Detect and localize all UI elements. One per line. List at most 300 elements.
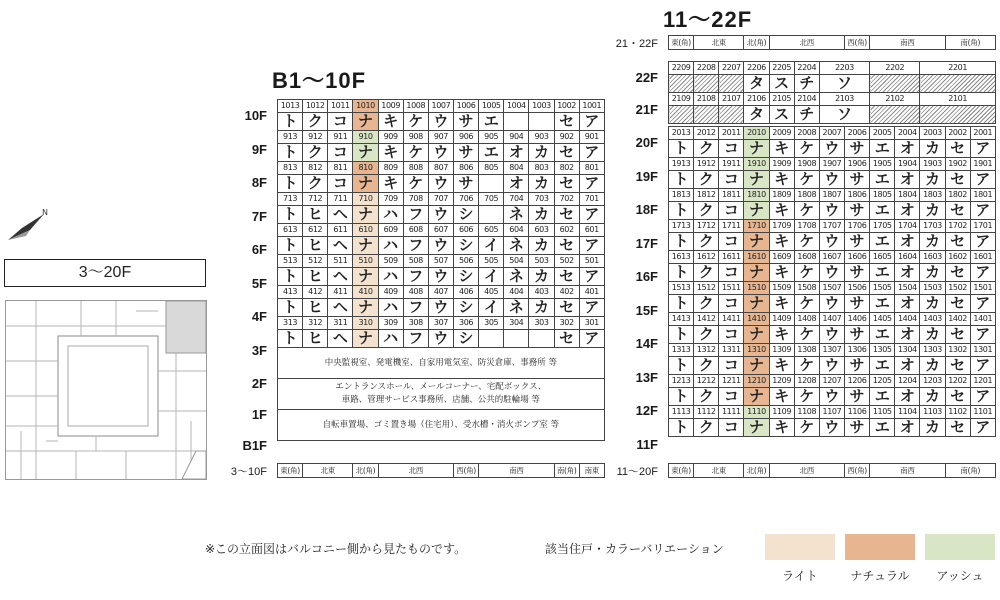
floor-usage-note: 自転車置場、ゴミ置き場（住宅用）、受水槽・消火ポンプ室 等: [278, 410, 605, 441]
unit-type: ア: [579, 237, 604, 255]
unit-type: オ: [895, 357, 920, 375]
unit-number: 1802: [945, 189, 970, 202]
unit-type: カ: [920, 264, 945, 282]
unit-number: 1813: [669, 189, 694, 202]
direction-cell: 北(角): [353, 464, 378, 478]
unit-type: ア: [970, 388, 995, 406]
unit-number: 2001: [970, 127, 995, 140]
unit-number: 2206: [744, 62, 769, 75]
unit-number: 2207: [719, 62, 744, 75]
unit-type: ウ: [819, 140, 844, 158]
unit-type: カ: [529, 268, 554, 286]
unit-number: 1502: [945, 282, 970, 295]
unit-number: 1005: [479, 100, 504, 113]
floor-label: 3F: [251, 342, 267, 358]
unit-number: 610: [353, 224, 378, 237]
unit-number: 1501: [970, 282, 995, 295]
unit-number: 1608: [794, 251, 819, 264]
unit-type: ケ: [403, 144, 428, 162]
unit-number: 1307: [819, 344, 844, 357]
unit-number: 1701: [970, 220, 995, 233]
unit-number: 2003: [920, 127, 945, 140]
unit-number: 1408: [794, 313, 819, 326]
unit-number: 1806: [844, 189, 869, 202]
unit-number: 1510: [744, 282, 769, 295]
right-upper-elevation: [668, 61, 996, 124]
unit-number: 1205: [870, 375, 895, 388]
unit-number: 406: [453, 286, 478, 299]
unit-type: ク: [694, 264, 719, 282]
unit-number: 1711: [719, 220, 744, 233]
unit-number: 602: [554, 224, 579, 237]
unit-type: セ: [554, 113, 579, 131]
unit-number: 706: [453, 193, 478, 206]
unit-number: 2105: [769, 93, 794, 106]
unit-type: ト: [669, 388, 694, 406]
unit-number: 1405: [870, 313, 895, 326]
unit-number: 1609: [769, 251, 794, 264]
unit-type: ケ: [794, 326, 819, 344]
unit-type: コ: [719, 140, 744, 158]
unit-type: タ: [744, 75, 769, 93]
unit-type: ト: [278, 268, 303, 286]
unit-type: カ: [529, 175, 554, 193]
unit-number: 2002: [945, 127, 970, 140]
unit-type: [504, 113, 529, 131]
unit-number: 1913: [669, 158, 694, 171]
unit-number: 808: [403, 162, 428, 175]
unit-number: 1303: [920, 344, 945, 357]
unit-type: エ: [870, 357, 895, 375]
unit-type: エ: [870, 326, 895, 344]
unit-number: 1004: [504, 100, 529, 113]
unit-type: ハ: [378, 299, 403, 317]
unit-type: ア: [970, 326, 995, 344]
unit-number: 812: [303, 162, 328, 175]
unit-number: 1807: [819, 189, 844, 202]
compass-letter: N: [42, 208, 48, 217]
unit-type: [694, 106, 719, 124]
unit-type: [479, 175, 504, 193]
unit-type: コ: [328, 144, 353, 162]
unit-number: 1102: [945, 406, 970, 419]
unit-type: コ: [719, 326, 744, 344]
unit-type: ネ: [504, 299, 529, 317]
direction-cell: 北東: [694, 36, 744, 50]
floor-label: 12F: [635, 403, 658, 418]
unit-type: シ: [453, 330, 478, 348]
unit-number: 811: [328, 162, 353, 175]
legend-label-light: ライト: [782, 569, 818, 583]
unit-type: ヘ: [328, 206, 353, 224]
unit-number: 1406: [844, 313, 869, 326]
unit-type: キ: [378, 113, 403, 131]
unit-type: サ: [844, 233, 869, 251]
unit-type: オ: [895, 202, 920, 220]
unit-number: 1706: [844, 220, 869, 233]
unit-type: エ: [870, 419, 895, 437]
direction-cell: 北東: [303, 464, 353, 478]
unit-number: 1713: [669, 220, 694, 233]
unit-type: セ: [554, 299, 579, 317]
unit-number: 910: [353, 131, 378, 144]
unit-type: ア: [970, 264, 995, 282]
unit-number: 1001: [579, 100, 604, 113]
unit-number: 1203: [920, 375, 945, 388]
legend-label-ash: アッシュ: [936, 569, 984, 583]
unit-type: カ: [529, 299, 554, 317]
unit-number: 1803: [920, 189, 945, 202]
unit-number: 607: [428, 224, 453, 237]
unit-number: 1110: [744, 406, 769, 419]
unit-number: 1611: [719, 251, 744, 264]
unit-type: カ: [920, 202, 945, 220]
unit-type: ハ: [378, 330, 403, 348]
unit-type: サ: [844, 419, 869, 437]
unit-number: 1213: [669, 375, 694, 388]
unit-number: 409: [378, 286, 403, 299]
unit-number: 1604: [895, 251, 920, 264]
unit-number: 601: [579, 224, 604, 237]
unit-number: 502: [554, 255, 579, 268]
unit-type: チ: [794, 75, 819, 93]
unit-number: 1906: [844, 158, 869, 171]
unit-type: オ: [895, 171, 920, 189]
unit-type: ケ: [794, 233, 819, 251]
unit-type: ト: [278, 175, 303, 193]
unit-type: [529, 113, 554, 131]
unit-number: 1902: [945, 158, 970, 171]
right-top-direction-row: [668, 35, 996, 50]
direction-cell: 南(角): [554, 464, 579, 478]
unit-number: 309: [378, 317, 403, 330]
unit-number: 2108: [694, 93, 719, 106]
unit-number: 1710: [744, 220, 769, 233]
unit-type: ナ: [353, 113, 378, 131]
unit-type: セ: [945, 202, 970, 220]
unit-number: 1006: [453, 100, 478, 113]
unit-number: 1111: [719, 406, 744, 419]
unit-type: セ: [945, 295, 970, 313]
unit-type: セ: [945, 388, 970, 406]
unit-type: [870, 106, 920, 124]
unit-type: ウ: [428, 237, 453, 255]
unit-type: ト: [278, 113, 303, 131]
unit-number: 1008: [403, 100, 428, 113]
unit-type: ク: [694, 357, 719, 375]
unit-type: ア: [579, 113, 604, 131]
direction-cell: 北西: [769, 464, 844, 478]
unit-number: 703: [529, 193, 554, 206]
unit-type: エ: [870, 388, 895, 406]
unit-type: サ: [844, 171, 869, 189]
unit-type: コ: [719, 171, 744, 189]
unit-type: ア: [970, 202, 995, 220]
unit-type: ア: [579, 175, 604, 193]
unit-type: セ: [945, 140, 970, 158]
unit-number: 509: [378, 255, 403, 268]
unit-number: 911: [328, 131, 353, 144]
unit-number: 1903: [920, 158, 945, 171]
unit-number: 1811: [719, 189, 744, 202]
unit-number: 807: [428, 162, 453, 175]
unit-type: ト: [278, 237, 303, 255]
unit-number: 311: [328, 317, 353, 330]
unit-type: カ: [529, 206, 554, 224]
floor-label: 17F: [635, 235, 658, 251]
floor-label: 6F: [251, 242, 267, 257]
floor-label: 21F: [635, 102, 658, 117]
unit-type: ヘ: [328, 330, 353, 348]
direction-cell: 東(角): [669, 464, 694, 478]
unit-number: 313: [278, 317, 303, 330]
unit-type: ナ: [353, 144, 378, 162]
unit-number: 1301: [970, 344, 995, 357]
unit-type: カ: [920, 171, 945, 189]
unit-number: 1905: [870, 158, 895, 171]
unit-number: 1505: [870, 282, 895, 295]
floor-label: 2F: [251, 376, 267, 391]
unit-type: ウ: [819, 357, 844, 375]
unit-type: ネ: [504, 237, 529, 255]
unit-number: 1305: [870, 344, 895, 357]
unit-type: ナ: [353, 268, 378, 286]
unit-type: ウ: [819, 295, 844, 313]
unit-type: キ: [769, 295, 794, 313]
floor-label: 20F: [635, 135, 658, 150]
unit-type: エ: [870, 202, 895, 220]
unit-number: 1401: [970, 313, 995, 326]
unit-type: ケ: [794, 264, 819, 282]
unit-type: サ: [844, 326, 869, 344]
unit-number: 802: [554, 162, 579, 175]
unit-number: 1106: [844, 406, 869, 419]
unit-type: ト: [669, 171, 694, 189]
key-plan: [5, 300, 207, 480]
unit-number: 609: [378, 224, 403, 237]
unit-number: 1712: [694, 220, 719, 233]
unit-type: コ: [719, 357, 744, 375]
unit-number: 1508: [794, 282, 819, 295]
unit-type: [479, 330, 504, 348]
unit-type: ア: [970, 140, 995, 158]
unit-number: 1212: [694, 375, 719, 388]
unit-number: 1606: [844, 251, 869, 264]
unit-type: ウ: [819, 388, 844, 406]
unit-number: 1411: [719, 313, 744, 326]
unit-type: ハ: [378, 206, 403, 224]
unit-type: ア: [970, 171, 995, 189]
unit-number: 605: [479, 224, 504, 237]
floor-label: 9F: [251, 141, 267, 157]
unit-number: 809: [378, 162, 403, 175]
unit-number: 1113: [669, 406, 694, 419]
unit-type: チ: [794, 106, 819, 124]
floor-usage-note: エントランスホール、メールコーナー、宅配ボックス、 車路、管理サービス事務所、店舗、公共的駐輪場 等: [278, 379, 605, 410]
unit-type: ウ: [428, 144, 453, 162]
unit-type: オ: [895, 326, 920, 344]
unit-number: 1007: [428, 100, 453, 113]
unit-type: ア: [970, 419, 995, 437]
unit-number: 1211: [719, 375, 744, 388]
unit-number: 503: [529, 255, 554, 268]
unit-type: イ: [479, 299, 504, 317]
unit-number: 604: [504, 224, 529, 237]
unit-number: 1412: [694, 313, 719, 326]
unit-number: 304: [504, 317, 529, 330]
unit-type: [504, 330, 529, 348]
unit-type: セ: [945, 326, 970, 344]
floor-label: 13F: [635, 369, 658, 385]
unit-number: 413: [278, 286, 303, 299]
unit-number: 1403: [920, 313, 945, 326]
unit-number: 1605: [870, 251, 895, 264]
right-bottom-direction-row: [668, 463, 996, 478]
unit-number: 2010: [744, 127, 769, 140]
unit-type: ケ: [403, 175, 428, 193]
unit-number: 1911: [719, 158, 744, 171]
direction-cell: 東(角): [669, 36, 694, 50]
unit-number: 407: [428, 286, 453, 299]
direction-cell: 南西: [870, 36, 945, 50]
unit-type: ク: [303, 113, 328, 131]
unit-type: ナ: [353, 175, 378, 193]
direction-cell: 北西: [769, 36, 844, 50]
unit-number: 501: [579, 255, 604, 268]
unit-type: イ: [479, 237, 504, 255]
unit-number: 1409: [769, 313, 794, 326]
unit-type: エ: [870, 264, 895, 282]
unit-type: エ: [479, 113, 504, 131]
unit-number: 1509: [769, 282, 794, 295]
unit-number: 1206: [844, 375, 869, 388]
unit-number: 1907: [819, 158, 844, 171]
unit-number: 1413: [669, 313, 694, 326]
unit-type: ア: [970, 295, 995, 313]
unit-type: ナ: [353, 206, 378, 224]
unit-type: ヒ: [303, 299, 328, 317]
unit-number: 1910: [744, 158, 769, 171]
unit-number: 712: [303, 193, 328, 206]
unit-number: 702: [554, 193, 579, 206]
unit-number: 1504: [895, 282, 920, 295]
unit-number: 1404: [895, 313, 920, 326]
compass-arrow-icon: [8, 214, 44, 240]
unit-type: コ: [719, 419, 744, 437]
unit-number: 904: [504, 131, 529, 144]
unit-number: 2107: [719, 93, 744, 106]
unit-number: 506: [453, 255, 478, 268]
unit-number: 1610: [744, 251, 769, 264]
unit-type: フ: [403, 268, 428, 286]
unit-type: [870, 75, 920, 93]
unit-type: サ: [844, 140, 869, 158]
legend-swatch-light: [765, 534, 835, 560]
unit-type: ア: [579, 144, 604, 162]
unit-type: ト: [278, 299, 303, 317]
unit-number: 912: [303, 131, 328, 144]
unit-number: 1511: [719, 282, 744, 295]
unit-number: 1602: [945, 251, 970, 264]
unit-type: キ: [769, 171, 794, 189]
unit-type: サ: [453, 144, 478, 162]
unit-number: 412: [303, 286, 328, 299]
unit-type: コ: [719, 233, 744, 251]
unit-type: ウ: [819, 202, 844, 220]
unit-number: 2102: [870, 93, 920, 106]
unit-number: 510: [353, 255, 378, 268]
unit-type: オ: [895, 140, 920, 158]
unit-number: 1107: [819, 406, 844, 419]
unit-type: ネ: [504, 206, 529, 224]
unit-type: ア: [579, 330, 604, 348]
unit-number: 1810: [744, 189, 769, 202]
unit-number: 305: [479, 317, 504, 330]
unit-number: 1804: [895, 189, 920, 202]
legend-label-natural: ナチュラル: [850, 569, 910, 583]
unit-type: ケ: [794, 171, 819, 189]
unit-type: サ: [844, 264, 869, 282]
unit-type: ア: [579, 268, 604, 286]
unit-type: ウ: [428, 268, 453, 286]
unit-type: オ: [895, 233, 920, 251]
unit-number: 1407: [819, 313, 844, 326]
direction-cell: 西(角): [845, 464, 870, 478]
unit-type: ク: [694, 419, 719, 437]
unit-type: セ: [554, 330, 579, 348]
unit-number: 813: [278, 162, 303, 175]
unit-type: ク: [694, 388, 719, 406]
unit-type: イ: [479, 268, 504, 286]
unit-number: 1304: [895, 344, 920, 357]
unit-number: 1009: [378, 100, 403, 113]
unit-number: 608: [403, 224, 428, 237]
unit-type: ク: [694, 326, 719, 344]
unit-type: ク: [303, 144, 328, 162]
unit-number: 1010: [353, 100, 378, 113]
unit-number: 701: [579, 193, 604, 206]
unit-type: エ: [870, 140, 895, 158]
unit-number: 2208: [694, 62, 719, 75]
unit-number: 1312: [694, 344, 719, 357]
unit-number: 2009: [769, 127, 794, 140]
unit-number: 403: [529, 286, 554, 299]
unit-type: シ: [453, 206, 478, 224]
unit-number: 1313: [669, 344, 694, 357]
unit-number: 1204: [895, 375, 920, 388]
unit-number: 1013: [278, 100, 303, 113]
unit-number: 2013: [669, 127, 694, 140]
unit-type: ク: [694, 233, 719, 251]
unit-type: ナ: [744, 388, 769, 406]
unit-number: 1503: [920, 282, 945, 295]
unit-number: 1601: [970, 251, 995, 264]
unit-type: ヒ: [303, 237, 328, 255]
unit-number: 603: [529, 224, 554, 237]
unit-type: ウ: [428, 175, 453, 193]
unit-type: ト: [669, 357, 694, 375]
unit-number: 1207: [819, 375, 844, 388]
unit-type: [920, 106, 995, 124]
right-top-direction-label: 21・22F: [615, 38, 658, 50]
unit-number: 708: [403, 193, 428, 206]
unit-type: [529, 330, 554, 348]
unit-type: シ: [453, 237, 478, 255]
unit-number: 913: [278, 131, 303, 144]
unit-number: 1310: [744, 344, 769, 357]
unit-number: 512: [303, 255, 328, 268]
unit-type: ネ: [504, 268, 529, 286]
